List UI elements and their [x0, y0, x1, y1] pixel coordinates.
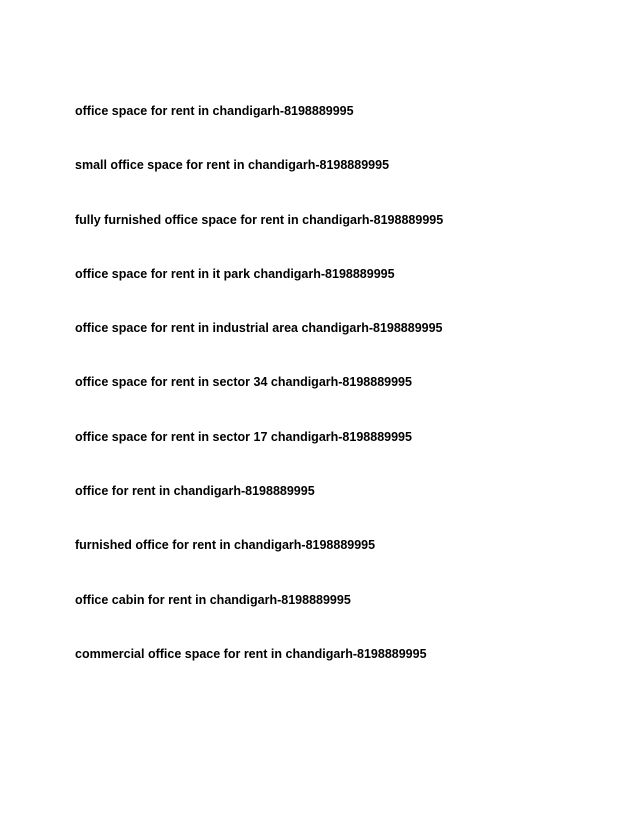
text-line-10: office cabin for rent in chandigarh-8198889995	[75, 592, 351, 607]
text-line-3: fully furnished office space for rent in chandigarh-8198889995	[75, 212, 444, 227]
text-line-8: office for rent in chandigarh-8198889995	[75, 484, 315, 499]
text-line-7: office space for rent in sector 17 chandigarh-8198889995	[75, 429, 412, 444]
text-line-4: office space for rent in it park chandigarh-8198889995	[75, 266, 395, 281]
text-line-6: office space for rent in sector 34 chandigarh-8198889995	[75, 375, 412, 390]
text-line-2: small office space for rent in chandigarh-8198889995	[75, 158, 390, 173]
text-line-list	[75, 103, 615, 700]
text-line-9: furnished office for rent in chandigarh-8198889995	[75, 538, 376, 553]
text-line-5: office space for rent in industrial area chandigarh-8198889995	[75, 321, 443, 336]
text-line-11: commercial office space for rent in chandigarh-8198889995	[75, 646, 427, 661]
text-line-1: office space for rent in chandigarh-8198889995	[75, 104, 354, 118]
